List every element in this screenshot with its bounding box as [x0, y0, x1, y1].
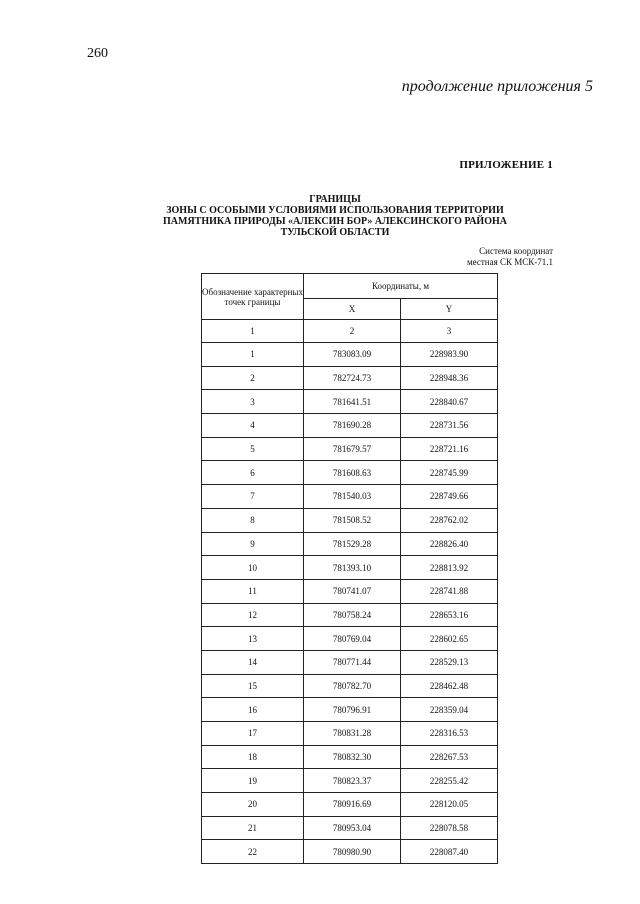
point-column-header: Обозначение характерных точек границы	[202, 274, 304, 320]
table-row	[202, 674, 498, 698]
x-cell: 781679.57	[304, 437, 401, 461]
table-row	[202, 698, 498, 722]
y-cell: 228840.67	[401, 390, 498, 414]
y-cell: 228120.05	[401, 793, 498, 817]
table-row	[202, 508, 498, 532]
document-title	[150, 194, 520, 238]
x-cell: 780796.91	[304, 698, 401, 722]
title-line-4: ТУЛЬСКОЙ ОБЛАСТИ	[280, 227, 390, 238]
y-cell: 228721.16	[401, 437, 498, 461]
x-cell: 780823.37	[304, 769, 401, 793]
table-row	[202, 793, 498, 817]
y-cell: 228602.65	[401, 627, 498, 651]
x-cell: 781641.51	[304, 390, 401, 414]
x-cell: 783083.09	[304, 343, 401, 367]
point-cell: 20	[202, 793, 304, 817]
y-cell: 228255.42	[401, 769, 498, 793]
x-cell: 781540.03	[304, 485, 401, 509]
point-cell: 5	[202, 437, 304, 461]
x-cell: 780741.07	[304, 579, 401, 603]
column-number-2: 2	[304, 320, 401, 343]
y-cell: 228948.36	[401, 366, 498, 390]
point-cell: 15	[202, 674, 304, 698]
x-cell: 780831.28	[304, 722, 401, 746]
y-cell: 228762.02	[401, 508, 498, 532]
y-cell: 228813.92	[401, 556, 498, 580]
point-cell: 12	[202, 603, 304, 627]
y-cell: 228462.48	[401, 674, 498, 698]
x-cell: 780758.24	[304, 603, 401, 627]
x-cell: 780916.69	[304, 793, 401, 817]
table-row	[202, 390, 498, 414]
point-cell: 16	[202, 698, 304, 722]
coordinates-column-header: Координаты, м	[304, 274, 498, 299]
table-row	[202, 816, 498, 840]
table-row	[202, 461, 498, 485]
page-number: 260	[87, 46, 108, 61]
point-cell: 18	[202, 745, 304, 769]
continuation-note: продолжение приложения 5	[401, 78, 593, 95]
x-cell: 780782.70	[304, 674, 401, 698]
y-cell: 228749.66	[401, 485, 498, 509]
y-cell: 228731.56	[401, 414, 498, 438]
point-cell: 1	[202, 343, 304, 367]
title-line-2: ЗОНЫ С ОСОБЫМИ УСЛОВИЯМИ ИСПОЛЬЗОВАНИЯ ТЕРРИТОРИИ	[166, 205, 504, 216]
y-cell: 228653.16	[401, 603, 498, 627]
table-row	[202, 745, 498, 769]
x-cell: 780832.30	[304, 745, 401, 769]
x-cell: 781393.10	[304, 556, 401, 580]
table-row	[202, 556, 498, 580]
point-cell: 4	[202, 414, 304, 438]
x-cell: 780769.04	[304, 627, 401, 651]
point-cell: 9	[202, 532, 304, 556]
title-line-3: ПАМЯТНИКА ПРИРОДЫ «АЛЕКСИН БОР» АЛЕКСИНСКОГО РАЙОНА	[163, 216, 507, 227]
x-cell: 781508.52	[304, 508, 401, 532]
y-cell: 228087.40	[401, 840, 498, 864]
table-row	[202, 769, 498, 793]
x-cell: 781608.63	[304, 461, 401, 485]
y-cell: 228983.90	[401, 343, 498, 367]
table-row	[202, 485, 498, 509]
table-row	[202, 532, 498, 556]
x-cell: 780771.44	[304, 650, 401, 674]
point-cell: 3	[202, 390, 304, 414]
y-cell: 228826.40	[401, 532, 498, 556]
x-cell: 781690.28	[304, 414, 401, 438]
table-row	[202, 603, 498, 627]
table-row	[202, 722, 498, 746]
title-line-1: ГРАНИЦЫ	[309, 194, 361, 205]
table-row	[202, 840, 498, 864]
table-row	[202, 650, 498, 674]
y-column-header: Y	[401, 299, 498, 320]
point-cell: 17	[202, 722, 304, 746]
point-cell: 8	[202, 508, 304, 532]
table-row	[202, 579, 498, 603]
point-cell: 21	[202, 816, 304, 840]
y-cell: 228078.58	[401, 816, 498, 840]
point-cell: 11	[202, 579, 304, 603]
y-cell: 228359.04	[401, 698, 498, 722]
y-cell: 228267.53	[401, 745, 498, 769]
x-cell: 782724.73	[304, 366, 401, 390]
table-row	[202, 414, 498, 438]
table-row	[202, 437, 498, 461]
x-cell: 781529.28	[304, 532, 401, 556]
table-row	[202, 627, 498, 651]
coordinate-system-line-2: местная СК МСК-71.1	[466, 257, 553, 267]
x-cell: 780953.04	[304, 816, 401, 840]
point-cell: 6	[202, 461, 304, 485]
appendix-label: ПРИЛОЖЕНИЕ 1	[459, 159, 553, 171]
column-number-1: 1	[202, 320, 304, 343]
point-cell: 19	[202, 769, 304, 793]
coordinate-system-line-1: Система координат	[479, 246, 553, 256]
coordinates-table	[201, 273, 498, 864]
point-cell: 13	[202, 627, 304, 651]
table-row	[202, 343, 498, 367]
y-cell: 228741.88	[401, 579, 498, 603]
x-cell: 780980.90	[304, 840, 401, 864]
point-cell: 10	[202, 556, 304, 580]
column-number-row	[202, 320, 498, 343]
table-row	[202, 366, 498, 390]
point-cell: 14	[202, 650, 304, 674]
y-cell: 228529.13	[401, 650, 498, 674]
column-number-3: 3	[401, 320, 498, 343]
y-cell: 228745.99	[401, 461, 498, 485]
point-cell: 2	[202, 366, 304, 390]
coordinate-system-note	[467, 246, 553, 268]
point-cell: 22	[202, 840, 304, 864]
x-column-header: X	[304, 299, 401, 320]
y-cell: 228316.53	[401, 722, 498, 746]
point-cell: 7	[202, 485, 304, 509]
